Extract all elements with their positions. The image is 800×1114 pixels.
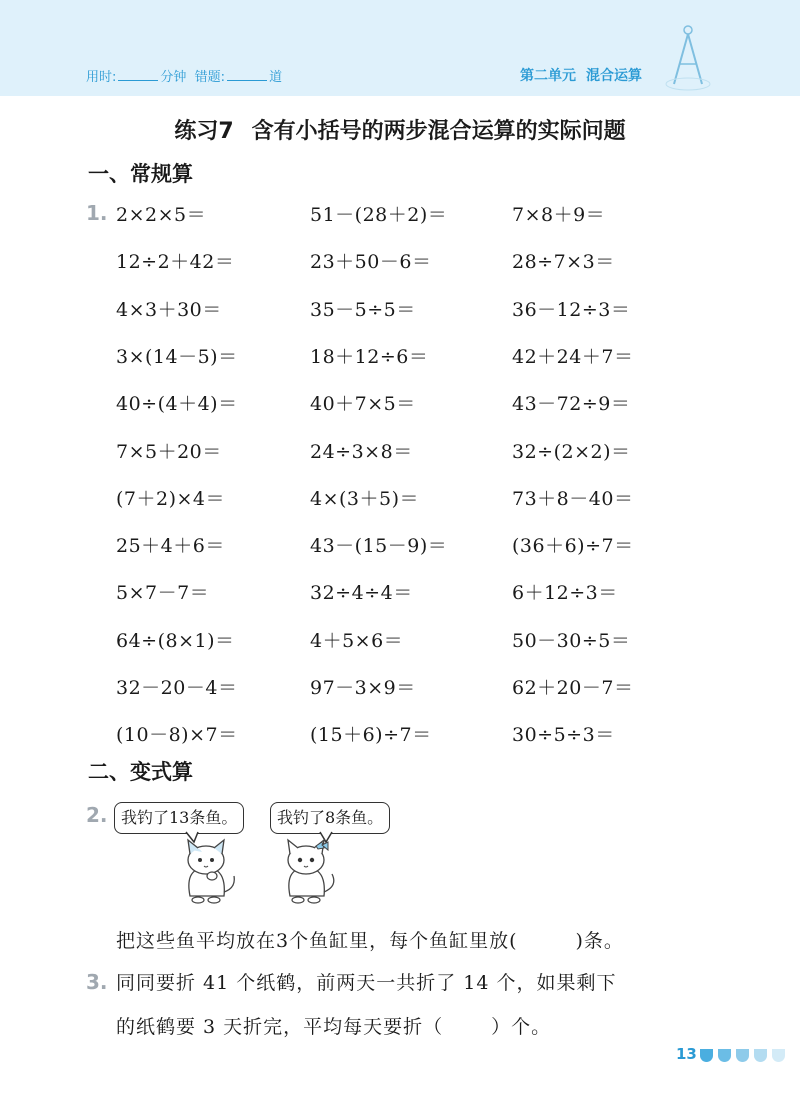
- problem-item: 24÷3×8＝: [310, 441, 413, 463]
- problem-item: 5×7－7＝: [116, 582, 210, 604]
- question-3-line-2: [116, 1012, 551, 1039]
- time-blank[interactable]: [118, 69, 158, 81]
- problem-item: 7×8＋9＝: [512, 204, 606, 226]
- problem-item: 18＋12÷6＝: [310, 346, 429, 368]
- page-decoration: [700, 1047, 790, 1066]
- question-2-text-before: 把这些鱼平均放在3个鱼缸里，每个鱼缸里放(: [116, 930, 518, 952]
- unit-name: 第二单元: [520, 68, 576, 84]
- problem-item: 42＋24＋7＝: [512, 346, 634, 368]
- exercise-title: 含有小括号的两步混合运算的实际问题: [251, 119, 626, 144]
- problem-item: 3×(14－5)＝: [116, 346, 238, 368]
- section-heading-regular: 一、常规算: [88, 162, 193, 186]
- problem-item: 62＋20－7＝: [512, 677, 634, 699]
- problem-item: 32－20－4＝: [116, 677, 238, 699]
- unit-topic: 混合运算: [586, 68, 642, 84]
- problem-item: 73＋8－40＝: [512, 488, 634, 510]
- errors-label: 错题:: [194, 70, 226, 85]
- problem-item: 50－30÷5＝: [512, 630, 631, 652]
- problem-item: 43－72÷9＝: [512, 393, 631, 415]
- question-3-text-after: ）个。: [491, 1016, 552, 1038]
- problem-item: 12÷2＋42＝: [116, 251, 235, 273]
- problem-item: 4×(3＋5)＝: [310, 488, 420, 510]
- unit-label: [520, 65, 642, 85]
- problem-item: 40＋7×5＝: [310, 393, 416, 415]
- problem-item: 51－(28＋2)＝: [310, 204, 448, 226]
- compass-icon: [664, 22, 712, 92]
- question-number-3: 3.: [86, 970, 108, 994]
- question-2-text-after: )条。: [575, 930, 624, 952]
- problem-item: (7＋2)×4＝: [116, 488, 226, 510]
- problem-item: 40÷(4＋4)＝: [116, 393, 238, 415]
- decor-dot: [718, 1049, 731, 1062]
- page-title: [0, 114, 800, 145]
- cat-illustration-left: [176, 836, 240, 906]
- problem-item: 32÷(2×2)＝: [512, 441, 631, 463]
- decor-dot: [736, 1049, 749, 1062]
- page-number: 13: [676, 1045, 697, 1063]
- problem-item: 7×5＋20＝: [116, 441, 222, 463]
- problem-item: 6＋12÷3＝: [512, 582, 618, 604]
- problem-item: 25＋4＋6＝: [116, 535, 225, 557]
- time-errors-record: [86, 66, 282, 85]
- problem-item: 4＋5×6＝: [310, 630, 404, 652]
- speech-bubble-left: 我钓了13条鱼。: [114, 802, 244, 834]
- problem-item: 28÷7×3＝: [512, 251, 615, 273]
- exercise-number: 练习7: [174, 119, 234, 144]
- problem-item: 35－5÷5＝: [310, 299, 416, 321]
- problem-item: 64÷(8×1)＝: [116, 630, 235, 652]
- problem-item: 30÷5÷3＝: [512, 724, 615, 746]
- cat-illustration-right: [276, 836, 340, 906]
- question-number-2: 2.: [86, 803, 108, 827]
- problem-item: (36＋6)÷7＝: [512, 535, 634, 557]
- decor-dot: [700, 1049, 713, 1062]
- problem-item: 43－(15－9)＝: [310, 535, 448, 557]
- problem-item: 32÷4÷4＝: [310, 582, 413, 604]
- problem-item: 2×2×5＝: [116, 204, 207, 226]
- minute-label: 分钟: [160, 70, 187, 85]
- question-2-text: [116, 926, 624, 953]
- decor-dot: [772, 1049, 785, 1062]
- problem-item: 4×3＋30＝: [116, 299, 222, 321]
- speech-bubble-right: 我钓了8条鱼。: [270, 802, 390, 834]
- decor-dot: [754, 1049, 767, 1062]
- time-label: 用时:: [86, 70, 117, 85]
- problem-item: 23＋50－6＝: [310, 251, 432, 273]
- section-heading-variant: 二、变式算: [88, 760, 193, 784]
- problem-item: (10－8)×7＝: [116, 724, 238, 746]
- problem-item: 97－3×9＝: [310, 677, 416, 699]
- question-3-line-1: 同同要折 41 个纸鹤，前两天一共折了 14 个，如果剩下: [116, 972, 617, 994]
- problem-item: 36－12÷3＝: [512, 299, 631, 321]
- errors-blank[interactable]: [227, 69, 267, 81]
- question-3-text-before: 的纸鹤要 3 天折完，平均每天要折（: [116, 1016, 444, 1038]
- count-label: 道: [269, 70, 283, 85]
- question-number-1: 1.: [86, 201, 108, 225]
- problem-item: (15＋6)÷7＝: [310, 724, 432, 746]
